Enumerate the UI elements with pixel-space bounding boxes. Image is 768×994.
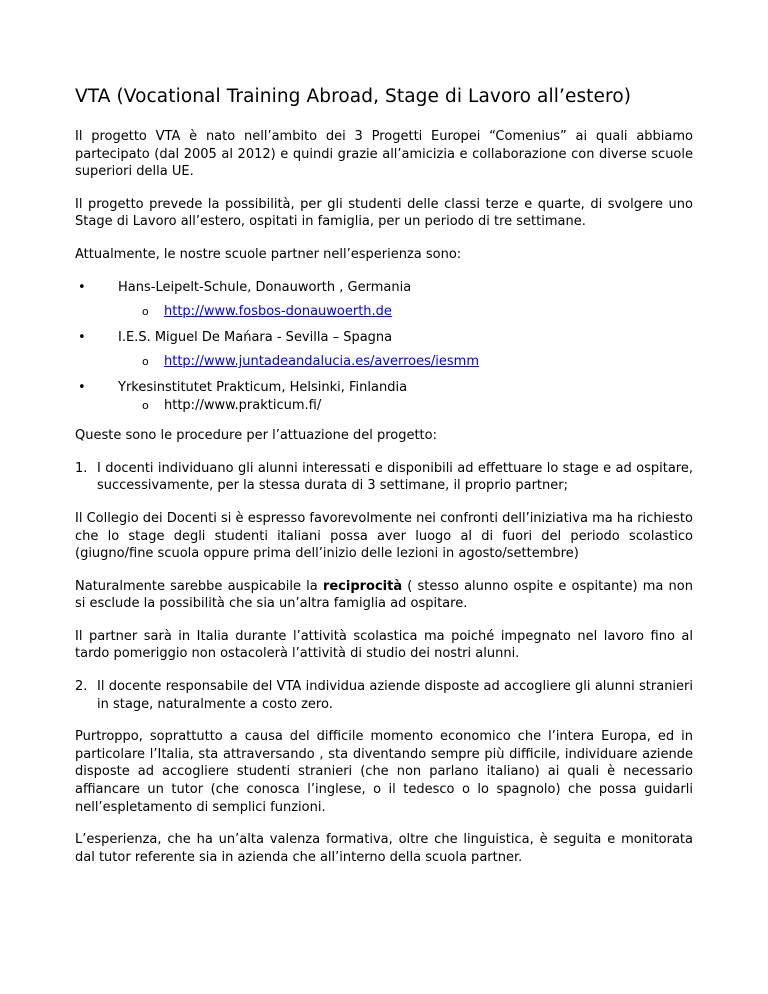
partner-item-spain bbox=[75, 329, 693, 371]
step-text: I docenti individuano gli alunni interessati e disponibili ad effettuare lo stage e ad ospitare, successivamente, per la stessa durata di 3 settimane, il proprio partner; bbox=[97, 460, 693, 494]
partner-url-item bbox=[118, 397, 693, 415]
esperienza-paragraph: L’esperienza, che ha un’alta valenza formativa, oltre che linguistica, è seguita e monitorata dal tutor referente sia in azienda che all’interno della scuola partner. bbox=[75, 832, 693, 865]
step-number: 1. bbox=[75, 460, 88, 476]
procedures-heading: Queste sono le procedure per l’attuazione del progetto: bbox=[75, 428, 437, 444]
reciprocita-text-before: Naturalmente sarebbe auspicabile la bbox=[75, 578, 323, 594]
partner-italia-paragraph: Il partner sarà in Italia durante l’attività scolastica ma poiché impegnato nel lavoro fino al tardo pomeriggio non ostacolerà l’attività di studio dei nostri alunni. bbox=[75, 628, 693, 662]
partner-name: Hans-Leipelt-Schule, Donauworth , Germania bbox=[118, 279, 412, 295]
partner-url-item bbox=[118, 303, 693, 321]
document-page bbox=[75, 86, 693, 881]
procedure-step-1 bbox=[75, 460, 693, 495]
partner-url-item bbox=[118, 353, 693, 371]
step-number: 2. bbox=[75, 679, 88, 695]
sub-bullet-icon: o bbox=[142, 305, 149, 319]
partner-name: I.E.S. Miguel De Mańara - Sevilla – Spagna bbox=[118, 329, 393, 345]
partner-link-germany[interactable]: http://www.fosbos-donauwoerth.de bbox=[164, 304, 392, 320]
bullet-icon: • bbox=[78, 279, 86, 295]
bullet-icon: • bbox=[78, 379, 86, 395]
reciprocita-text-after: ( stesso alunno ospite e ospitante) ma non si esclude la possibilità che sia un’altra famiglia ad ospitare. bbox=[75, 578, 693, 612]
collegio-paragraph: Il Collegio dei Docenti si è espresso favorevolmente nei confronti dell’iniziativa ma ha richiesto che lo stage degli studenti italiani possa aver luogo al di fuori del periodo scolastico (giugno/fine scuola oppure prima dell’inizio delle lezioni in agosto/settembre) bbox=[75, 510, 693, 562]
step-text: Il docente responsabile del VTA individua aziende disposte ad accogliere gli alunni stranieri in stage, naturalmente a costo zero. bbox=[97, 679, 693, 712]
intro-paragraph-2: Il progetto prevede la possibilità, per gli studenti delle classi terze e quarte, di svolgere uno Stage di Lavoro all’estero, ospitati in famiglia, per un periodo di tre settimane. bbox=[75, 196, 693, 230]
procedure-step-2 bbox=[75, 678, 693, 713]
partner-link-spain[interactable]: http://www.juntadeandalucia.es/averroes/iesmm bbox=[164, 354, 479, 370]
partner-item-finland bbox=[75, 379, 693, 414]
partner-item-germany bbox=[75, 279, 693, 321]
reciprocita-paragraph bbox=[75, 578, 693, 613]
sub-bullet-icon: o bbox=[142, 355, 149, 369]
sub-bullet-icon: o bbox=[142, 398, 149, 412]
partners-list bbox=[75, 279, 693, 415]
document-title: VTA (Vocational Training Abroad, Stage di Lavoro all’estero) bbox=[75, 86, 632, 107]
intro-paragraph-1: Il progetto VTA è nato nell’ambito dei 3 Progetti Europei “Comenius” ai quali abbiamo partecipato (dal 2005 al 2012) e quindi grazie all’amicizia e collaborazione con diverse scuole superiori della UE. bbox=[75, 129, 693, 180]
partners-heading: Attualmente, le nostre scuole partner nell’esperienza sono: bbox=[75, 246, 462, 262]
purtroppo-paragraph: Purtroppo, soprattutto a causa del difficile momento economico che l’intera Europa, ed in particolare l’Italia, sta attraversando , sta diventando sempre più difficile, individuare aziende disposte ad accogliere studenti stranieri (che non parlano italiano) ai quali è necessario affiancare un tutor (che conosca l’inglese, o il tedesco o lo spagnolo) che possa guidarli nell’espletamento di semplici funzioni. bbox=[75, 729, 693, 815]
partner-url-finland: http://www.prakticum.fi/ bbox=[164, 397, 322, 413]
reciprocita-bold: reciprocità bbox=[322, 578, 403, 594]
partner-name: Yrkesinstitutet Prakticum, Helsinki, Finlandia bbox=[118, 379, 408, 395]
bullet-icon: • bbox=[78, 329, 86, 345]
